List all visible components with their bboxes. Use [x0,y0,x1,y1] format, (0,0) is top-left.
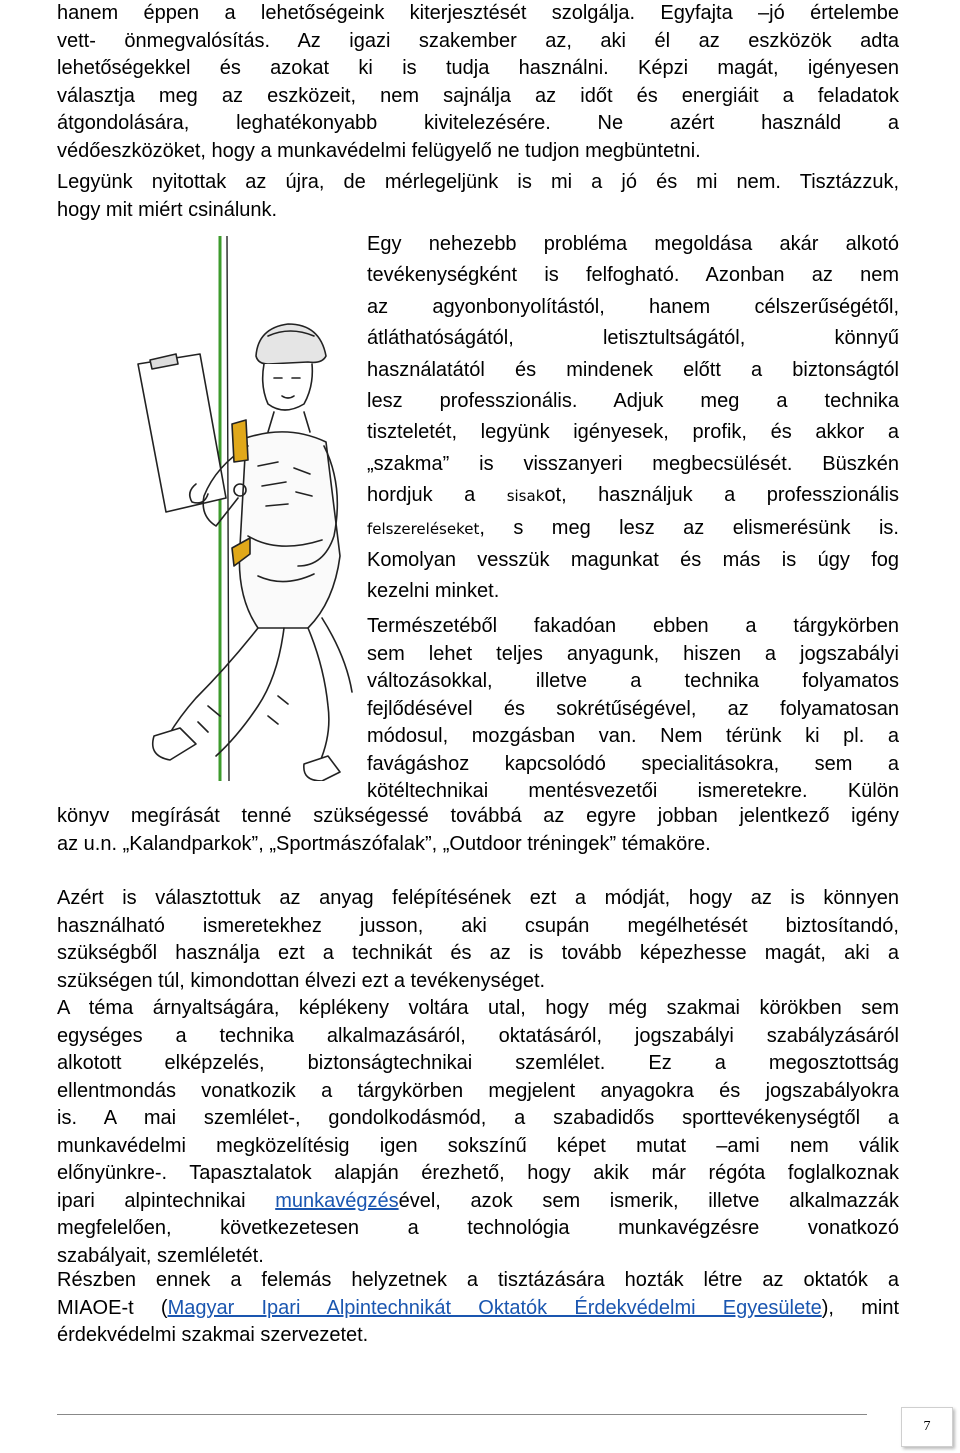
text-line: előnyünkre-. Tapasztalatok alapján érezhető, hogy akik már régóta foglalkoznak [57,1162,899,1184]
page-number: 7 [901,1407,953,1447]
text-line: tevékenységként is felfogható. Azonban az nem [367,264,899,287]
text-line: szabályait, szemléletét. [57,1244,264,1267]
text-line: „szakma” is visszanyeri megbecsülését. Büszkén [367,452,899,475]
text-line: hordjuk a sisakot, használjuk a professzionális [367,484,899,507]
text-line: sem lehet teljes anyagunk, hiszen a jogszabályi [367,642,899,665]
text-line: Legyünk nyitottak az újra, de mérlegeljünk is mi a jó és mi nem. Tisztázzuk, [57,171,899,193]
text-line: is. A mai szemlélet-, gondolkodásmód, a szabadidős sporttevékenységtől a [57,1107,899,1129]
text-line: az u.n. „Kalandparkok”, „Sportmászófalak”, „Outdoor tréningek” témaköre. [57,832,711,855]
text-line: Azért is választottuk az anyag felépítésének ezt a módját, hogy az is könnyen [57,887,899,909]
text-line: lesz professzionális. Adjuk meg a technika [367,390,899,413]
text-line: egységes a technika alkalmazásáról, oktatásáról, jogszabályi szabályzásáról [57,1024,899,1047]
text-line: választja meg az eszközeit, nem sajnálja az időt és energiáit a feladatok [57,84,899,107]
paragraph-5 [57,885,899,995]
small-font-word: felszereléseket [367,519,480,538]
text-line: munkavédelmi megközelítésig igen sokszínű képet mutat –ami nem válik [57,1134,899,1157]
text-line: módosul, mozgásban van. Nem térünk ki pl. a [367,725,899,747]
text-line: kezelni minket. [367,580,500,603]
text-line: használható ismeretekhez jusson, aki csupán megélhetését biztosítandó, [57,914,899,937]
paragraph-3 [367,229,899,608]
text-line: megfelelően, következetesen a technológia munkavégzésre vonatkozó [57,1217,899,1239]
text-line: vett- önmegvalósítás. Az igazi szakember az, aki él az eszközök adta [57,29,899,52]
text-line: átgondolására, leghatékonyabb kivitelezésére. Ne azért használd a [57,112,899,134]
text-line: szükségből használja ezt a technikát és az is tovább képezhesse magát, aki a [57,942,899,964]
text-line: MIAOE-t (Magyar Ipari Alpintechnikát Oktatók Érdekvédelmi Egyesülete), mint [57,1296,899,1319]
small-font-word: sisak [506,487,545,506]
text-line: favágáshoz kapcsolódó specialitásokra, sem a [367,752,899,775]
text-line: tiszteletét, legyünk igényesek, profik, és akkor a [367,421,899,444]
text-line: Részben ennek a felemás helyzetnek a tisztázására hozták létre az oktatók a [57,1269,899,1291]
text-line: A téma árnyaltságára, képlékeny voltára utal, hogy még szakmai körökben sem [57,997,899,1019]
footer-divider [57,1414,867,1415]
paragraph-4-column [367,613,899,806]
text-line: felszereléseket, s meg lesz az elismerésünk is. [367,516,899,539]
paragraph-6 [57,995,899,1270]
text-line: az agyonbonyolítástól, hanem célszerűségétől, [367,295,899,318]
text-line: hogy mit miért csinálunk. [57,198,278,221]
text-line: kötéltechnikai mentésvezetői ismeretekre. Külön [367,780,899,802]
rope-access-worker-illustration [108,236,358,781]
text-line: Egy nehezebb probléma megoldása akár alkotó [367,233,899,255]
text-line: ipari alpintechnikai munkavégzésével, azok sem ismerik, illetve alkalmazzák [57,1189,899,1212]
munkavegzes-link[interactable]: munkavégzés [275,1189,399,1212]
text-line: átláthatóságától, letisztultságától, könnyű [367,327,899,350]
text-line: Természetéből fakadóan ebben a tárgykörben [367,615,899,637]
miaoe-link[interactable]: Magyar Ipari Alpintechnikát Oktatók Érdekvédelmi Egyesülete [167,1296,822,1319]
text-line: védőeszközöket, hogy a munkavédelmi felügyelő ne tudjon megbüntetni. [57,139,701,162]
text-line: hanem éppen a lehetőségeink kiterjesztését szolgálja. Egyfajta –jó értelembe [57,2,899,24]
paragraph-2 [57,169,899,224]
text-line: fejlődésével és sokrétűségével, az folyamatosan [367,697,899,720]
paragraph-1 [57,0,899,165]
text-line: szükségen túl, kimondottan élvezi ezt a tevékenységet. [57,969,546,992]
paragraph-4-full [57,803,899,858]
text-line: ellentmondás vonatkozik a tárgykörben megjelent anyagokra és jogszabályokra [57,1079,899,1102]
text-line: lehetőségekkel és azokat ki is tudja használni. Képzi magát, igényesen [57,57,899,79]
text-line: könyv megírását tenné szükségessé továbbá az egyre jobban jelentkező igény [57,805,899,827]
text-line: használatától és mindenek előtt a biztonságtól [367,358,899,381]
paragraph-7 [57,1267,899,1350]
text-line: változásokkal, illetve a technika folyamatos [367,670,899,692]
text-line: Komolyan vesszük magunkat és más is úgy fog [367,549,899,572]
text-line: alkotott elképzelés, biztonságtechnikai szemlélet. Ez a megosztottság [57,1052,899,1074]
text-line: érdekvédelmi szakmai szervezetet. [57,1324,369,1346]
